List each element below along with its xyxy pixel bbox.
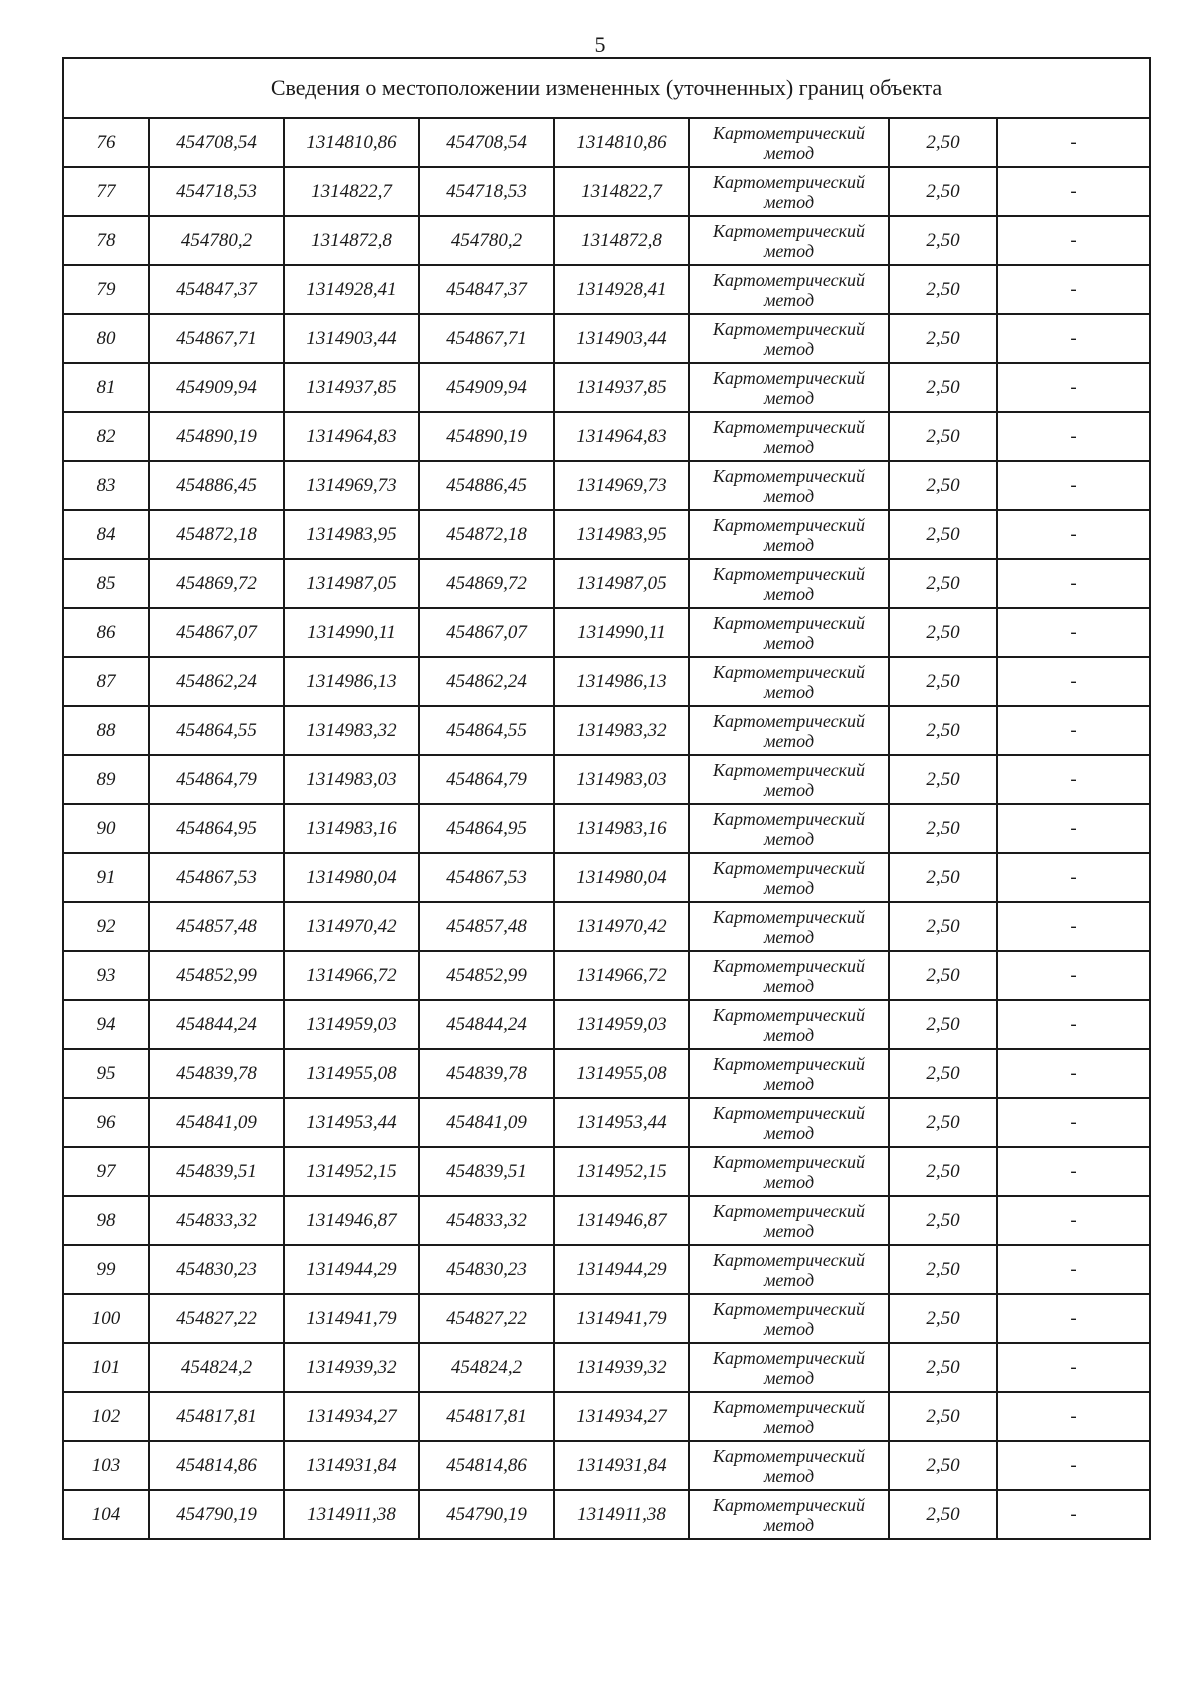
existing-x-cell: 454830,23 bbox=[149, 1245, 284, 1294]
existing-y-cell: 1314952,15 bbox=[284, 1147, 419, 1196]
refined-y-cell: 1314959,03 bbox=[554, 1000, 689, 1049]
table-row bbox=[63, 608, 1150, 657]
mark-description-cell: - bbox=[997, 755, 1150, 804]
coordinates-table bbox=[62, 57, 1151, 1540]
mark-description-cell: - bbox=[997, 608, 1150, 657]
refined-x-cell: 454847,37 bbox=[419, 265, 554, 314]
point-number-cell: 80 bbox=[63, 314, 149, 363]
point-number-cell: 90 bbox=[63, 804, 149, 853]
refined-x-cell: 454844,24 bbox=[419, 1000, 554, 1049]
refined-y-cell: 1314911,38 bbox=[554, 1490, 689, 1539]
refined-x-cell: 454852,99 bbox=[419, 951, 554, 1000]
point-number-cell: 104 bbox=[63, 1490, 149, 1539]
refined-x-cell: 454869,72 bbox=[419, 559, 554, 608]
existing-y-cell: 1314970,42 bbox=[284, 902, 419, 951]
refined-y-cell: 1314931,84 bbox=[554, 1441, 689, 1490]
point-number-cell: 103 bbox=[63, 1441, 149, 1490]
mark-description-cell: - bbox=[997, 1294, 1150, 1343]
point-number-cell: 93 bbox=[63, 951, 149, 1000]
existing-x-cell: 454718,53 bbox=[149, 167, 284, 216]
error-cell: 2,50 bbox=[889, 853, 997, 902]
table-row bbox=[63, 657, 1150, 706]
existing-y-cell: 1314987,05 bbox=[284, 559, 419, 608]
method-cell: Картометрический метод bbox=[689, 1343, 889, 1392]
page-number: 5 bbox=[594, 32, 606, 57]
existing-x-cell: 454827,22 bbox=[149, 1294, 284, 1343]
point-number-cell: 96 bbox=[63, 1098, 149, 1147]
mark-description-cell: - bbox=[997, 559, 1150, 608]
table-row bbox=[63, 951, 1150, 1000]
refined-x-cell: 454814,86 bbox=[419, 1441, 554, 1490]
method-cell: Картометрический метод bbox=[689, 1245, 889, 1294]
method-cell: Картометрический метод bbox=[689, 1294, 889, 1343]
method-cell: Картометрический метод bbox=[689, 706, 889, 755]
error-cell: 2,50 bbox=[889, 608, 997, 657]
refined-x-cell: 454830,23 bbox=[419, 1245, 554, 1294]
mark-description-cell: - bbox=[997, 265, 1150, 314]
existing-y-cell: 1314990,11 bbox=[284, 608, 419, 657]
refined-y-cell: 1314822,7 bbox=[554, 167, 689, 216]
existing-y-cell: 1314931,84 bbox=[284, 1441, 419, 1490]
error-cell: 2,50 bbox=[889, 657, 997, 706]
mark-description-cell: - bbox=[997, 853, 1150, 902]
error-cell: 2,50 bbox=[889, 1196, 997, 1245]
existing-y-cell: 1314903,44 bbox=[284, 314, 419, 363]
point-number-cell: 100 bbox=[63, 1294, 149, 1343]
point-number-cell: 99 bbox=[63, 1245, 149, 1294]
existing-x-cell: 454909,94 bbox=[149, 363, 284, 412]
existing-x-cell: 454790,19 bbox=[149, 1490, 284, 1539]
refined-y-cell: 1314970,42 bbox=[554, 902, 689, 951]
point-number-cell: 101 bbox=[63, 1343, 149, 1392]
refined-x-cell: 454839,51 bbox=[419, 1147, 554, 1196]
existing-y-cell: 1314822,7 bbox=[284, 167, 419, 216]
existing-y-cell: 1314980,04 bbox=[284, 853, 419, 902]
refined-y-cell: 1314937,85 bbox=[554, 363, 689, 412]
existing-y-cell: 1314983,03 bbox=[284, 755, 419, 804]
table-title-row bbox=[63, 58, 1150, 118]
error-cell: 2,50 bbox=[889, 118, 997, 167]
refined-x-cell: 454867,53 bbox=[419, 853, 554, 902]
method-cell: Картометрический метод bbox=[689, 853, 889, 902]
method-cell: Картометрический метод bbox=[689, 461, 889, 510]
point-number-cell: 86 bbox=[63, 608, 149, 657]
table-row bbox=[63, 853, 1150, 902]
existing-y-cell: 1314986,13 bbox=[284, 657, 419, 706]
table-row bbox=[63, 1294, 1150, 1343]
mark-description-cell: - bbox=[997, 706, 1150, 755]
mark-description-cell: - bbox=[997, 657, 1150, 706]
refined-x-cell: 454864,79 bbox=[419, 755, 554, 804]
error-cell: 2,50 bbox=[889, 1245, 997, 1294]
refined-y-cell: 1314934,27 bbox=[554, 1392, 689, 1441]
mark-description-cell: - bbox=[997, 1147, 1150, 1196]
table-row bbox=[63, 510, 1150, 559]
existing-x-cell: 454867,07 bbox=[149, 608, 284, 657]
error-cell: 2,50 bbox=[889, 951, 997, 1000]
point-number-cell: 102 bbox=[63, 1392, 149, 1441]
refined-y-cell: 1314986,13 bbox=[554, 657, 689, 706]
table-row bbox=[63, 1196, 1150, 1245]
existing-y-cell: 1314911,38 bbox=[284, 1490, 419, 1539]
method-cell: Картометрический метод bbox=[689, 1490, 889, 1539]
mark-description-cell: - bbox=[997, 1490, 1150, 1539]
existing-y-cell: 1314983,95 bbox=[284, 510, 419, 559]
existing-x-cell: 454862,24 bbox=[149, 657, 284, 706]
refined-x-cell: 454817,81 bbox=[419, 1392, 554, 1441]
existing-y-cell: 1314964,83 bbox=[284, 412, 419, 461]
point-number-cell: 94 bbox=[63, 1000, 149, 1049]
method-cell: Картометрический метод bbox=[689, 510, 889, 559]
existing-x-cell: 454814,86 bbox=[149, 1441, 284, 1490]
point-number-cell: 77 bbox=[63, 167, 149, 216]
table-title: Сведения о местоположении измененных (уточненных) границ объекта bbox=[63, 58, 1150, 118]
refined-x-cell: 454864,55 bbox=[419, 706, 554, 755]
error-cell: 2,50 bbox=[889, 755, 997, 804]
refined-x-cell: 454857,48 bbox=[419, 902, 554, 951]
method-cell: Картометрический метод bbox=[689, 1392, 889, 1441]
refined-y-cell: 1314980,04 bbox=[554, 853, 689, 902]
method-cell: Картометрический метод bbox=[689, 265, 889, 314]
existing-y-cell: 1314946,87 bbox=[284, 1196, 419, 1245]
refined-x-cell: 454841,09 bbox=[419, 1098, 554, 1147]
mark-description-cell: - bbox=[997, 951, 1150, 1000]
refined-x-cell: 454824,2 bbox=[419, 1343, 554, 1392]
mark-description-cell: - bbox=[997, 1098, 1150, 1147]
mark-description-cell: - bbox=[997, 902, 1150, 951]
point-number-cell: 91 bbox=[63, 853, 149, 902]
point-number-cell: 83 bbox=[63, 461, 149, 510]
refined-x-cell: 454890,19 bbox=[419, 412, 554, 461]
point-number-cell: 95 bbox=[63, 1049, 149, 1098]
refined-x-cell: 454909,94 bbox=[419, 363, 554, 412]
existing-y-cell: 1314928,41 bbox=[284, 265, 419, 314]
method-cell: Картометрический метод bbox=[689, 314, 889, 363]
existing-x-cell: 454844,24 bbox=[149, 1000, 284, 1049]
refined-y-cell: 1314983,32 bbox=[554, 706, 689, 755]
error-cell: 2,50 bbox=[889, 216, 997, 265]
error-cell: 2,50 bbox=[889, 1000, 997, 1049]
point-number-cell: 92 bbox=[63, 902, 149, 951]
refined-x-cell: 454827,22 bbox=[419, 1294, 554, 1343]
refined-y-cell: 1314987,05 bbox=[554, 559, 689, 608]
existing-y-cell: 1314941,79 bbox=[284, 1294, 419, 1343]
error-cell: 2,50 bbox=[889, 1294, 997, 1343]
table-row bbox=[63, 461, 1150, 510]
method-cell: Картометрический метод bbox=[689, 804, 889, 853]
method-cell: Картометрический метод bbox=[689, 1049, 889, 1098]
error-cell: 2,50 bbox=[889, 1049, 997, 1098]
existing-y-cell: 1314959,03 bbox=[284, 1000, 419, 1049]
table-row bbox=[63, 265, 1150, 314]
table-row bbox=[63, 1343, 1150, 1392]
existing-x-cell: 454839,51 bbox=[149, 1147, 284, 1196]
table-row bbox=[63, 118, 1150, 167]
existing-x-cell: 454824,2 bbox=[149, 1343, 284, 1392]
table-row bbox=[63, 363, 1150, 412]
error-cell: 2,50 bbox=[889, 1392, 997, 1441]
error-cell: 2,50 bbox=[889, 706, 997, 755]
table-row bbox=[63, 314, 1150, 363]
mark-description-cell: - bbox=[997, 510, 1150, 559]
method-cell: Картометрический метод bbox=[689, 1196, 889, 1245]
existing-y-cell: 1314939,32 bbox=[284, 1343, 419, 1392]
refined-y-cell: 1314966,72 bbox=[554, 951, 689, 1000]
existing-x-cell: 454864,79 bbox=[149, 755, 284, 804]
existing-x-cell: 454872,18 bbox=[149, 510, 284, 559]
error-cell: 2,50 bbox=[889, 1490, 997, 1539]
error-cell: 2,50 bbox=[889, 902, 997, 951]
existing-y-cell: 1314955,08 bbox=[284, 1049, 419, 1098]
point-number-cell: 81 bbox=[63, 363, 149, 412]
error-cell: 2,50 bbox=[889, 1343, 997, 1392]
refined-x-cell: 454780,2 bbox=[419, 216, 554, 265]
error-cell: 2,50 bbox=[889, 1441, 997, 1490]
refined-x-cell: 454867,07 bbox=[419, 608, 554, 657]
existing-x-cell: 454780,2 bbox=[149, 216, 284, 265]
error-cell: 2,50 bbox=[889, 265, 997, 314]
existing-x-cell: 454867,71 bbox=[149, 314, 284, 363]
refined-y-cell: 1314990,11 bbox=[554, 608, 689, 657]
existing-x-cell: 454864,55 bbox=[149, 706, 284, 755]
refined-y-cell: 1314983,95 bbox=[554, 510, 689, 559]
mark-description-cell: - bbox=[997, 1392, 1150, 1441]
refined-y-cell: 1314964,83 bbox=[554, 412, 689, 461]
error-cell: 2,50 bbox=[889, 1147, 997, 1196]
error-cell: 2,50 bbox=[889, 510, 997, 559]
existing-x-cell: 454841,09 bbox=[149, 1098, 284, 1147]
existing-y-cell: 1314983,16 bbox=[284, 804, 419, 853]
refined-y-cell: 1314810,86 bbox=[554, 118, 689, 167]
table-row bbox=[63, 1147, 1150, 1196]
method-cell: Картометрический метод bbox=[689, 951, 889, 1000]
method-cell: Картометрический метод bbox=[689, 902, 889, 951]
existing-x-cell: 454839,78 bbox=[149, 1049, 284, 1098]
table-row bbox=[63, 1441, 1150, 1490]
refined-x-cell: 454718,53 bbox=[419, 167, 554, 216]
point-number-cell: 82 bbox=[63, 412, 149, 461]
refined-x-cell: 454886,45 bbox=[419, 461, 554, 510]
table-row bbox=[63, 216, 1150, 265]
refined-y-cell: 1314872,8 bbox=[554, 216, 689, 265]
point-number-cell: 85 bbox=[63, 559, 149, 608]
refined-y-cell: 1314969,73 bbox=[554, 461, 689, 510]
existing-x-cell: 454833,32 bbox=[149, 1196, 284, 1245]
existing-y-cell: 1314983,32 bbox=[284, 706, 419, 755]
table-row bbox=[63, 167, 1150, 216]
table-row bbox=[63, 1392, 1150, 1441]
table-row bbox=[63, 412, 1150, 461]
existing-x-cell: 454817,81 bbox=[149, 1392, 284, 1441]
error-cell: 2,50 bbox=[889, 559, 997, 608]
refined-x-cell: 454867,71 bbox=[419, 314, 554, 363]
mark-description-cell: - bbox=[997, 461, 1150, 510]
mark-description-cell: - bbox=[997, 1441, 1150, 1490]
table-row bbox=[63, 1098, 1150, 1147]
error-cell: 2,50 bbox=[889, 1098, 997, 1147]
existing-y-cell: 1314934,27 bbox=[284, 1392, 419, 1441]
existing-y-cell: 1314872,8 bbox=[284, 216, 419, 265]
mark-description-cell: - bbox=[997, 167, 1150, 216]
refined-y-cell: 1314953,44 bbox=[554, 1098, 689, 1147]
table-row bbox=[63, 559, 1150, 608]
method-cell: Картометрический метод bbox=[689, 559, 889, 608]
mark-description-cell: - bbox=[997, 1245, 1150, 1294]
method-cell: Картометрический метод bbox=[689, 657, 889, 706]
mark-description-cell: - bbox=[997, 118, 1150, 167]
method-cell: Картометрический метод bbox=[689, 755, 889, 804]
mark-description-cell: - bbox=[997, 412, 1150, 461]
table-row bbox=[63, 804, 1150, 853]
point-number-cell: 89 bbox=[63, 755, 149, 804]
table-row bbox=[63, 1490, 1150, 1539]
existing-y-cell: 1314810,86 bbox=[284, 118, 419, 167]
refined-y-cell: 1314983,16 bbox=[554, 804, 689, 853]
mark-description-cell: - bbox=[997, 1049, 1150, 1098]
existing-x-cell: 454708,54 bbox=[149, 118, 284, 167]
point-number-cell: 84 bbox=[63, 510, 149, 559]
mark-description-cell: - bbox=[997, 1196, 1150, 1245]
existing-y-cell: 1314969,73 bbox=[284, 461, 419, 510]
refined-y-cell: 1314939,32 bbox=[554, 1343, 689, 1392]
point-number-cell: 88 bbox=[63, 706, 149, 755]
refined-y-cell: 1314946,87 bbox=[554, 1196, 689, 1245]
error-cell: 2,50 bbox=[889, 363, 997, 412]
existing-x-cell: 454852,99 bbox=[149, 951, 284, 1000]
table-row bbox=[63, 1000, 1150, 1049]
existing-y-cell: 1314953,44 bbox=[284, 1098, 419, 1147]
refined-y-cell: 1314928,41 bbox=[554, 265, 689, 314]
refined-x-cell: 454872,18 bbox=[419, 510, 554, 559]
method-cell: Картометрический метод bbox=[689, 412, 889, 461]
mark-description-cell: - bbox=[997, 216, 1150, 265]
method-cell: Картометрический метод bbox=[689, 1147, 889, 1196]
point-number-cell: 79 bbox=[63, 265, 149, 314]
method-cell: Картометрический метод bbox=[689, 118, 889, 167]
refined-x-cell: 454864,95 bbox=[419, 804, 554, 853]
point-number-cell: 76 bbox=[63, 118, 149, 167]
refined-y-cell: 1314955,08 bbox=[554, 1049, 689, 1098]
point-number-cell: 78 bbox=[63, 216, 149, 265]
existing-y-cell: 1314966,72 bbox=[284, 951, 419, 1000]
existing-x-cell: 454857,48 bbox=[149, 902, 284, 951]
mark-description-cell: - bbox=[997, 1343, 1150, 1392]
method-cell: Картометрический метод bbox=[689, 216, 889, 265]
refined-y-cell: 1314983,03 bbox=[554, 755, 689, 804]
existing-x-cell: 454869,72 bbox=[149, 559, 284, 608]
existing-x-cell: 454864,95 bbox=[149, 804, 284, 853]
refined-y-cell: 1314952,15 bbox=[554, 1147, 689, 1196]
existing-x-cell: 454847,37 bbox=[149, 265, 284, 314]
error-cell: 2,50 bbox=[889, 461, 997, 510]
refined-x-cell: 454708,54 bbox=[419, 118, 554, 167]
method-cell: Картометрический метод bbox=[689, 608, 889, 657]
existing-x-cell: 454890,19 bbox=[149, 412, 284, 461]
refined-y-cell: 1314944,29 bbox=[554, 1245, 689, 1294]
method-cell: Картометрический метод bbox=[689, 1441, 889, 1490]
table-row bbox=[63, 902, 1150, 951]
refined-y-cell: 1314941,79 bbox=[554, 1294, 689, 1343]
method-cell: Картометрический метод bbox=[689, 363, 889, 412]
method-cell: Картометрический метод bbox=[689, 1000, 889, 1049]
existing-x-cell: 454867,53 bbox=[149, 853, 284, 902]
mark-description-cell: - bbox=[997, 804, 1150, 853]
table-row bbox=[63, 706, 1150, 755]
existing-y-cell: 1314944,29 bbox=[284, 1245, 419, 1294]
refined-x-cell: 454790,19 bbox=[419, 1490, 554, 1539]
table-row bbox=[63, 1245, 1150, 1294]
table-row bbox=[63, 1049, 1150, 1098]
table-row bbox=[63, 755, 1150, 804]
existing-x-cell: 454886,45 bbox=[149, 461, 284, 510]
mark-description-cell: - bbox=[997, 363, 1150, 412]
refined-x-cell: 454862,24 bbox=[419, 657, 554, 706]
error-cell: 2,50 bbox=[889, 167, 997, 216]
method-cell: Картометрический метод bbox=[689, 167, 889, 216]
refined-x-cell: 454833,32 bbox=[419, 1196, 554, 1245]
error-cell: 2,50 bbox=[889, 314, 997, 363]
mark-description-cell: - bbox=[997, 314, 1150, 363]
refined-x-cell: 454839,78 bbox=[419, 1049, 554, 1098]
point-number-cell: 98 bbox=[63, 1196, 149, 1245]
point-number-cell: 87 bbox=[63, 657, 149, 706]
refined-y-cell: 1314903,44 bbox=[554, 314, 689, 363]
error-cell: 2,50 bbox=[889, 412, 997, 461]
method-cell: Картометрический метод bbox=[689, 1098, 889, 1147]
error-cell: 2,50 bbox=[889, 804, 997, 853]
point-number-cell: 97 bbox=[63, 1147, 149, 1196]
existing-y-cell: 1314937,85 bbox=[284, 363, 419, 412]
mark-description-cell: - bbox=[997, 1000, 1150, 1049]
